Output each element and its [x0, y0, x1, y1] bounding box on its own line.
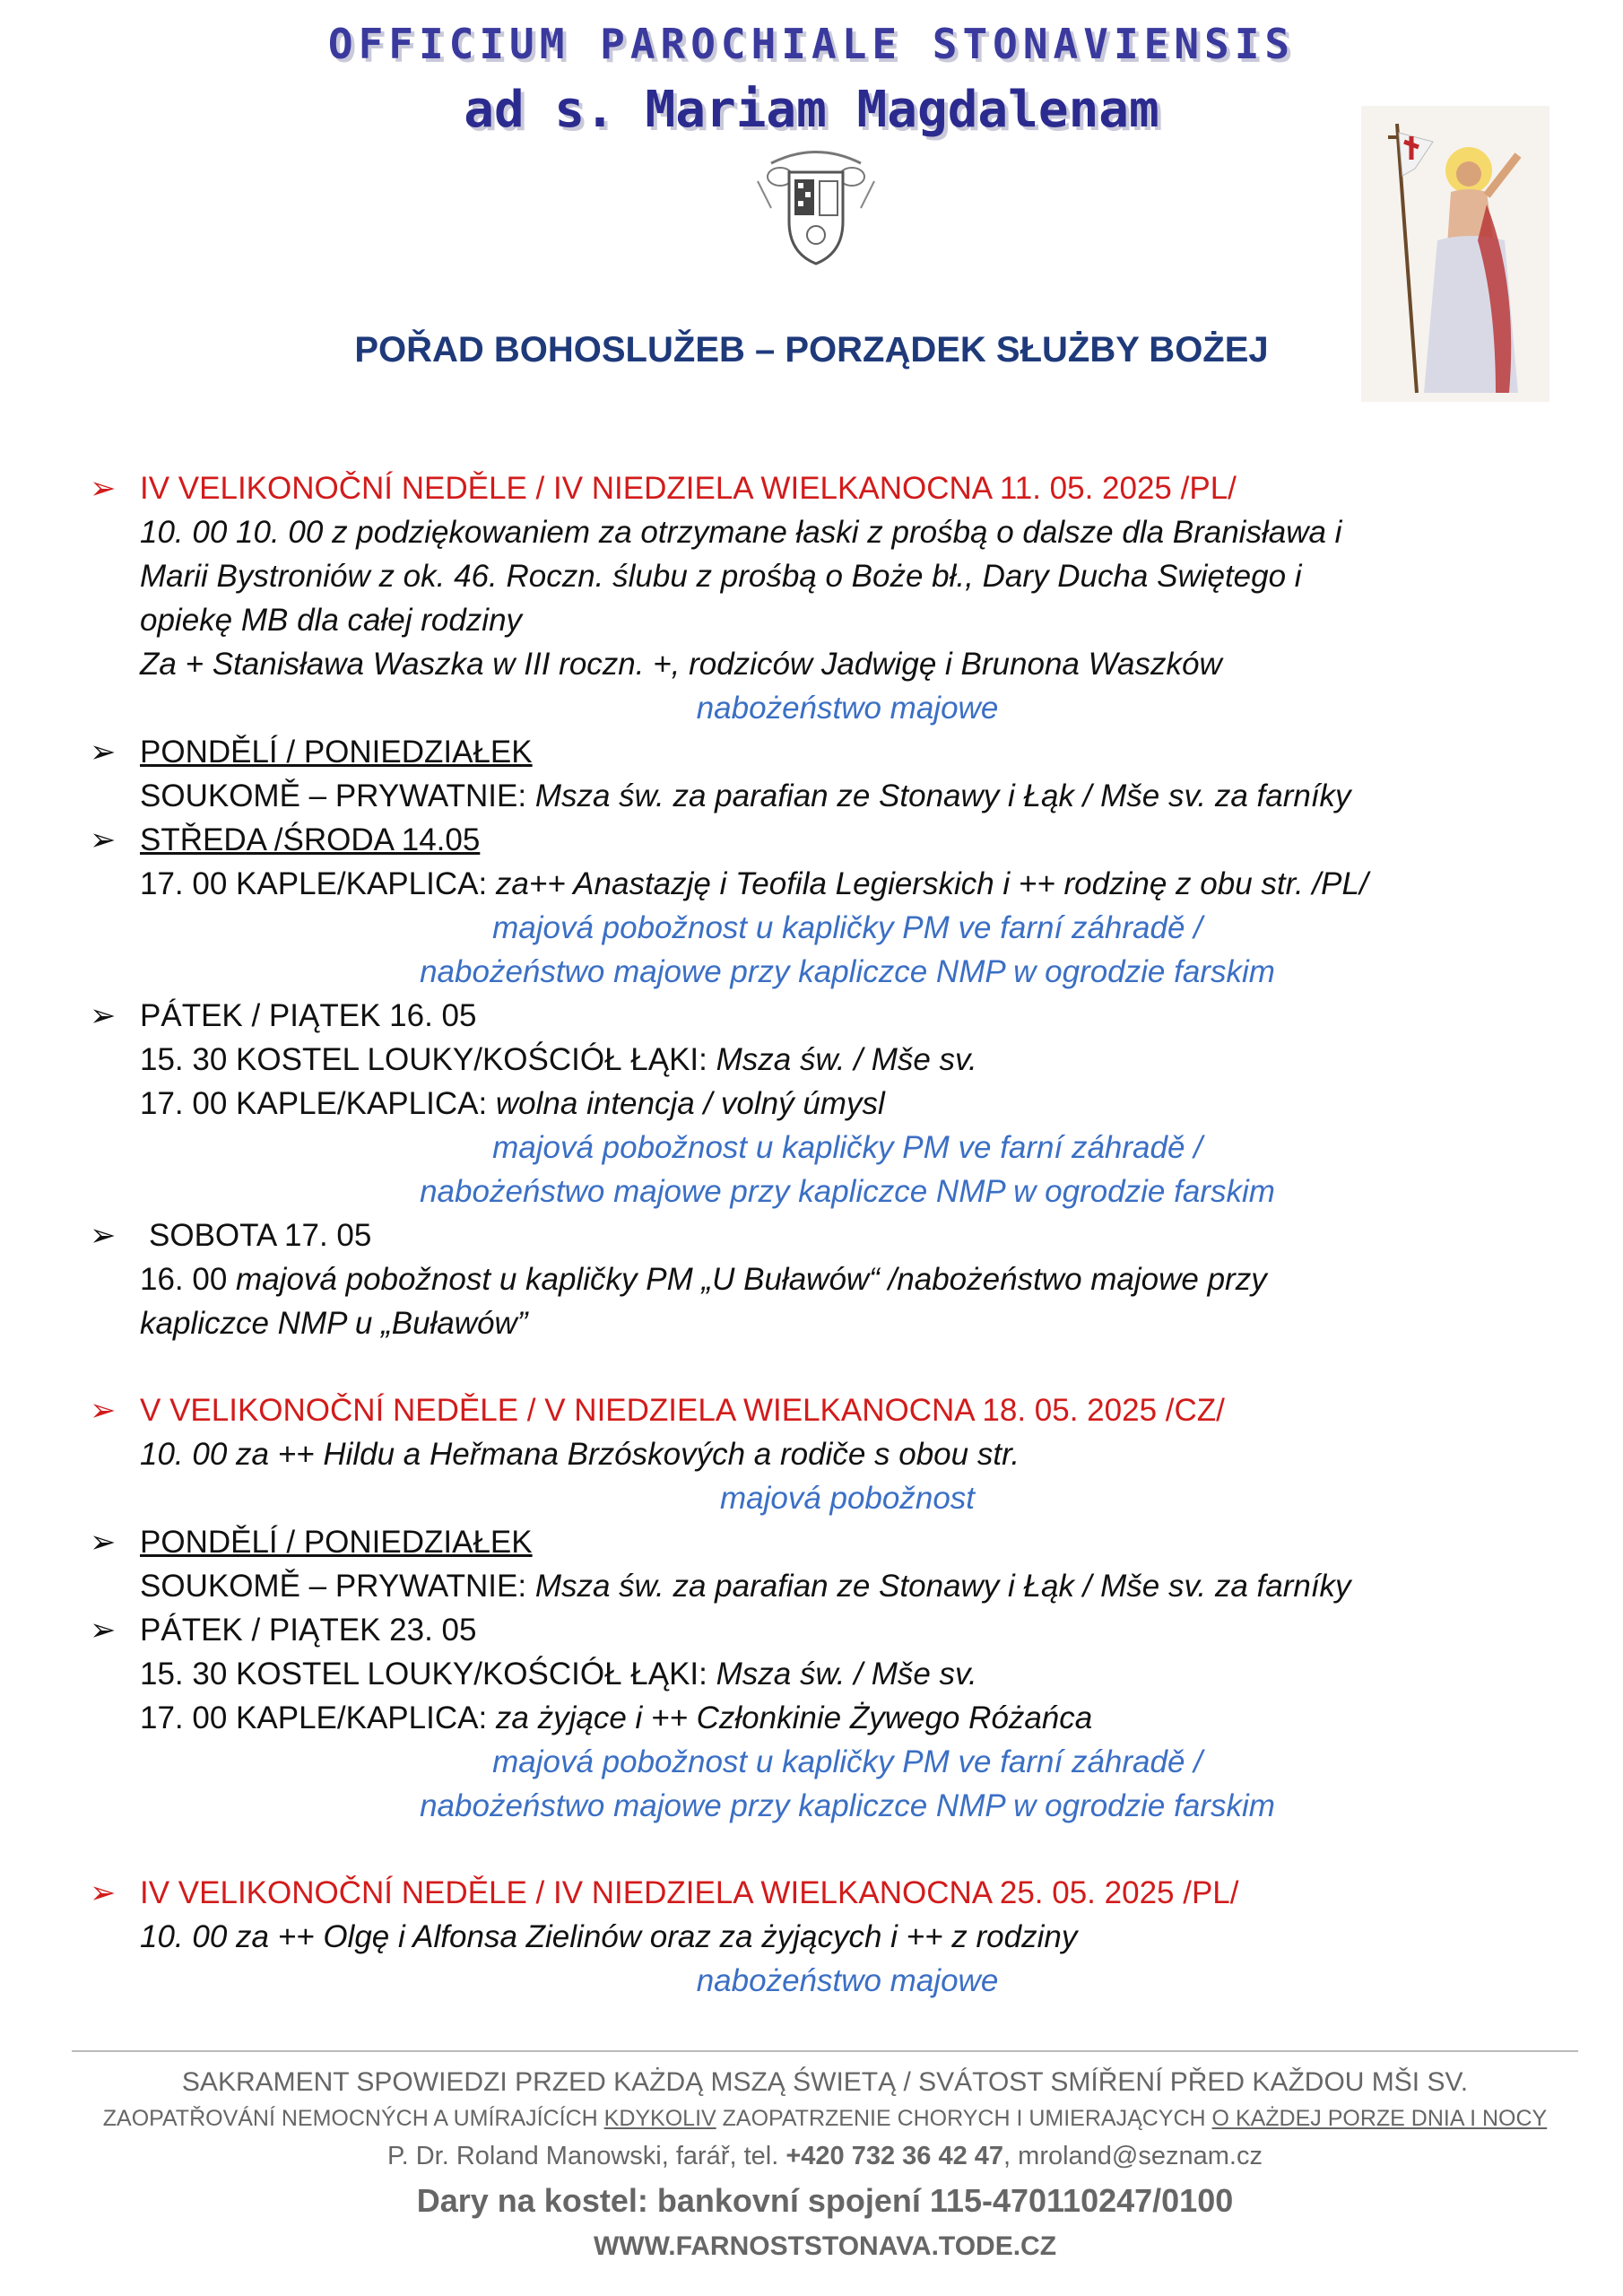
entry-line: [90, 1257, 1605, 1301]
heading-text: SOBOTA 17. 05: [149, 1218, 372, 1253]
footer: [72, 2050, 1578, 2267]
entry-line: [90, 1564, 1605, 1608]
intention-line: 10. 00 10. 00 z podziękowaniem za otrzymane łaski z prośbą o dalsze dla Branisława i: [140, 515, 1342, 550]
arrow-bullet-icon: ➢: [90, 1393, 117, 1428]
entry-line: [90, 1038, 1605, 1082]
arrow-bullet-icon: ➢: [90, 822, 117, 857]
arrow-bullet-icon: ➢: [90, 1875, 117, 1910]
arrow-bullet-icon: ➢: [90, 1525, 117, 1560]
service-note: majová pobožnost: [719, 1481, 976, 1516]
heading-text: PONDĚLÍ / PONIEDZIAŁEK: [140, 735, 533, 770]
section-heading: [90, 1608, 1605, 1652]
footer-text: ZAOPATRZENIE CHORYCH I UMIERAJĄCYCH: [716, 2106, 1212, 2131]
service-note: nabożeństwo majowe przy kapliczce NMP w ogrodzie farskim: [420, 954, 1275, 989]
page-title: POŘAD BOHOSLUŽEB – PORZĄDEK SŁUŻBY BOŻEJ: [354, 330, 1269, 370]
entry-text: Msza św. za parafian ze Stonawy i Łąk / Mše sv. za farníky: [534, 1569, 1351, 1604]
entry-text: za++ Anastazję i Teofila Legierskich i ++ rodzinę z obu str. /PL/: [495, 866, 1368, 901]
entry-prefix: 16. 00: [140, 1262, 237, 1297]
entry-text: Msza św. za parafian ze Stonawy i Łąk / Mše sv. za farníky: [534, 778, 1351, 813]
footer-text: P. Dr. Roland Manowski, farář, tel.: [387, 2142, 786, 2170]
schedule: [90, 466, 1605, 2003]
entry-prefix: 15. 30 KOSTEL LOUKY/KOŚCIÓŁ ŁĄKI:: [140, 1657, 716, 1692]
entry-line: [90, 1696, 1605, 1740]
footer-website-link[interactable]: WWW.FARNOSTSTONAVA.TODE.CZ: [593, 2231, 1057, 2261]
header-line-2: ad s. Mariam Magdalenam: [464, 81, 1159, 139]
section-heading: [90, 994, 1605, 1038]
entry-text: majová pobožnost u kapličky PM „U Buławów“ /nabożeństwo majowe przy: [236, 1262, 1267, 1297]
phone-number: +420 732 36 42 47: [785, 2142, 1004, 2170]
heading-text: PÁTEK / PIĄTEK 16. 05: [140, 998, 477, 1033]
entry-line: kapliczce NMP u „Buławów”: [140, 1306, 528, 1341]
heading-text: STŘEDA /ŚRODA 14.05: [140, 822, 481, 857]
arrow-bullet-icon: ➢: [90, 1218, 117, 1253]
heading-text: IV VELIKONOČNÍ NEDĚLE / IV NIEDZIELA WIELKANOCNA 11. 05. 2025 /PL/: [140, 471, 1237, 506]
intention-line: Marii Bystroniów z ok. 46. Roczn. ślubu z prośbą o Boże bł., Dary Ducha Swiętego i: [140, 559, 1302, 594]
entry-prefix: 17. 00 KAPLE/KAPLICA:: [140, 1086, 496, 1121]
service-note: nabożeństwo majowe: [696, 1963, 999, 1998]
footer-contact: [72, 2136, 1578, 2176]
intention-line: 10. 00 za ++ Hildu a Heřmana Brzóskových a rodiče s obou str.: [140, 1437, 1020, 1472]
section-heading: [90, 818, 1605, 862]
service-note: majová pobožnost u kapličky PM ve farní záhradě /: [492, 1744, 1202, 1779]
arrow-bullet-icon: ➢: [90, 998, 117, 1033]
section-heading: [90, 466, 1605, 510]
arrow-bullet-icon: ➢: [90, 471, 117, 506]
service-note: majová pobožnost u kapličky PM ve farní záhradě /: [492, 1130, 1202, 1165]
heading-text: PÁTEK / PIĄTEK 23. 05: [140, 1613, 477, 1648]
heading-text: IV VELIKONOČNÍ NEDĚLE / IV NIEDZIELA WIELKANOCNA 25. 05. 2025 /PL/: [140, 1875, 1239, 1910]
entry-line: [90, 862, 1605, 906]
service-note: nabożeństwo majowe przy kapliczce NMP w ogrodzie farskim: [420, 1174, 1275, 1209]
intention-line: opiekę MB dla całej rodziny: [140, 603, 523, 638]
footer-text: ZAOPATŘOVÁNÍ NEMOCNÝCH A UMÍRAJÍCÍCH: [102, 2106, 604, 2131]
footer-sick-care: [72, 2100, 1578, 2136]
entry-line: [90, 1082, 1605, 1126]
intention-line: 10. 00 za ++ Olgę i Alfonsa Zielinów oraz za żyjących i ++ z rodziny: [140, 1919, 1078, 1954]
footer-text: KDYKOLIV: [603, 2106, 716, 2131]
heading-text: PONDĚLÍ / PONIEDZIAŁEK: [140, 1525, 533, 1560]
entry-prefix: 17. 00 KAPLE/KAPLICA:: [140, 1700, 496, 1735]
footer-confession: SAKRAMENT SPOWIEDZI PRZED KAŻDĄ MSZĄ ŚWIETĄ / SVÁTOST SMÍŘENÍ PŘED KAŽDOU MŠI SV.: [181, 2067, 1469, 2097]
service-note: nabożeństwo majowe: [696, 691, 999, 726]
email-address[interactable]: , mroland@seznam.cz: [1003, 2142, 1263, 2170]
footer-bank-account: Dary na kostel: bankovní spojení 115-470110247/0100: [416, 2182, 1234, 2219]
section-heading: [90, 1388, 1605, 1432]
arrow-bullet-icon: ➢: [90, 1613, 117, 1648]
entry-line: [90, 774, 1605, 818]
entry-prefix: SOUKOMĚ – PRYWATNIE:: [140, 1569, 535, 1604]
entry-text: wolna intencja / volný úmysl: [495, 1086, 885, 1121]
entry-prefix: 17. 00 KAPLE/KAPLICA:: [140, 866, 496, 901]
header-line-1: OFFICIUM PAROCHIALE STONAVIENSIS: [327, 20, 1296, 68]
entry-prefix: 15. 30 KOSTEL LOUKY/KOŚCIÓŁ ŁĄKI:: [140, 1042, 716, 1077]
section-heading: [90, 1520, 1605, 1564]
service-note: majová pobožnost u kapličky PM ve farní záhradě /: [492, 910, 1202, 945]
entry-text: Msza św. / Mše sv.: [716, 1042, 977, 1077]
section-heading: [90, 1213, 1605, 1257]
entry-line: [90, 1652, 1605, 1696]
coat-of-arms-icon: [753, 145, 879, 271]
footer-text: O KAŻDEJ PORZE DNIA I NOCY: [1211, 2106, 1548, 2131]
section-heading: [90, 730, 1605, 774]
intention-line: Za + Stanisława Waszka w III roczn. +, rodziców Jadwigę i Brunona Waszków: [140, 647, 1222, 682]
entry-text: Msza św. / Mše sv.: [716, 1657, 977, 1692]
entry-prefix: SOUKOMĚ – PRYWATNIE:: [140, 778, 535, 813]
section-heading: [90, 1871, 1605, 1915]
entry-text: za żyjące i ++ Członkinie Żywego Różańca: [495, 1700, 1093, 1735]
heading-text: V VELIKONOČNÍ NEDĚLE / V NIEDZIELA WIELKANOCNA 18. 05. 2025 /CZ/: [140, 1393, 1225, 1428]
service-note: nabożeństwo majowe przy kapliczce NMP w ogrodzie farskim: [420, 1788, 1275, 1823]
arrow-bullet-icon: ➢: [90, 735, 117, 770]
